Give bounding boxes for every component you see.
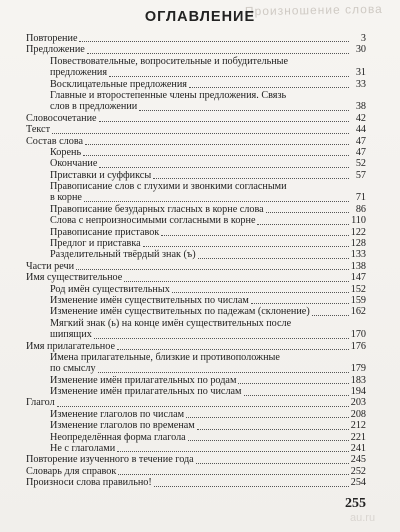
dot-leader [251, 302, 349, 304]
dot-leader [99, 166, 349, 168]
bleed-through-text: Произношение слова [244, 1, 383, 19]
toc-entry [26, 454, 366, 465]
toc-page-number: 221 [350, 431, 366, 443]
toc-entry-line: Имена прилагательные, близкие и противоположные [50, 351, 280, 363]
toc-entry-row [26, 420, 366, 431]
dot-leader [118, 473, 349, 475]
toc-entry [26, 238, 366, 249]
toc-entry [26, 375, 366, 386]
toc-entry-row [26, 33, 366, 44]
toc-entry-label: Правописание безударных гласных в корне слова [50, 203, 264, 215]
toc-entry-row [26, 238, 366, 249]
toc-entry-row [26, 386, 366, 397]
toc-entry-label: Части речи [26, 260, 75, 272]
dot-leader [85, 143, 349, 145]
toc-entry-label: слов в предложении [50, 101, 138, 113]
dot-leader [238, 382, 349, 384]
toc-page-number: 86 [355, 203, 366, 215]
toc-entry-row [26, 158, 366, 169]
toc-entry [26, 466, 366, 477]
toc-entry [26, 352, 366, 375]
toc-page-number: 30 [355, 44, 366, 56]
toc-entry-row [26, 261, 366, 272]
toc-page-number: 47 [355, 135, 366, 147]
dot-leader [189, 86, 349, 88]
dot-leader [154, 485, 349, 487]
toc-entry-line: Правописание слов с глухими и звонкими согласными [50, 181, 287, 193]
toc-page-number: 133 [350, 249, 366, 261]
toc-entry-row [26, 341, 366, 352]
toc-page-number: 176 [350, 340, 366, 352]
toc-entry [26, 158, 366, 169]
dot-leader [257, 223, 349, 225]
toc-entry [26, 306, 366, 317]
toc-entry-row [26, 409, 366, 420]
toc-page-number: 152 [350, 283, 366, 295]
dot-leader [117, 450, 349, 452]
toc-entry [26, 420, 366, 431]
toc-entry-label: Повторение [26, 32, 78, 44]
toc-page-number: 147 [350, 272, 366, 284]
toc-entry [26, 204, 366, 215]
dot-leader [172, 291, 349, 293]
toc-entry-label: Род имён существительных [50, 283, 170, 295]
dot-leader [139, 109, 349, 111]
toc-entry [26, 147, 366, 158]
toc-entry-row [26, 295, 366, 306]
dot-leader [83, 154, 349, 156]
toc-entry [26, 170, 366, 181]
toc-entry-label: Предлог и приставка [50, 238, 141, 250]
table-of-contents [26, 33, 366, 489]
toc-page-number: 31 [355, 67, 366, 79]
toc-entry-line: Повествовательные, вопросительные и побудительные [50, 55, 289, 67]
watermark: au.ru [350, 512, 376, 524]
toc-entry [26, 33, 366, 44]
toc-entry [26, 318, 366, 341]
toc-page-number: 252 [350, 465, 366, 477]
toc-entry [26, 409, 366, 420]
dot-leader [98, 371, 349, 373]
toc-entry-row [26, 147, 366, 158]
toc-entry-row [26, 79, 366, 90]
toc-entry [26, 124, 366, 135]
toc-entry [26, 44, 366, 55]
toc-entry-label: Имя существительное [26, 272, 123, 284]
dot-leader [188, 439, 349, 441]
toc-entry-label: шипящих [50, 329, 92, 341]
toc-entry-label: Изменение имён существительных по числам [50, 294, 249, 306]
toc-entry [26, 90, 366, 113]
dot-leader [143, 245, 349, 247]
toc-entry-label: Корень [50, 146, 82, 158]
dot-leader [117, 348, 349, 350]
dot-leader [197, 428, 349, 430]
toc-page-number: 71 [355, 192, 366, 204]
toc-entry-row [26, 101, 366, 112]
toc-entry-row [26, 215, 366, 226]
toc-entry-label: Изменение имён существительных по падежам (склонение) [50, 306, 310, 318]
toc-entry-label: в корне [50, 192, 82, 204]
toc-entry-row [26, 67, 366, 78]
toc-entry-label: Состав слова [26, 135, 84, 147]
toc-page-number: 42 [355, 112, 366, 124]
dot-leader [109, 75, 349, 77]
toc-page-number: 57 [355, 169, 366, 181]
dot-leader [186, 416, 349, 418]
toc-entry-label: Словарь для справок [26, 465, 117, 477]
dot-leader [198, 257, 349, 259]
toc-entry-line: Мягкий знак (ь) на конце имён существительных после [50, 317, 292, 329]
dot-leader [244, 394, 350, 396]
toc-entry-row [26, 170, 366, 181]
dot-leader [84, 200, 349, 202]
toc-entry-row [26, 272, 366, 283]
toc-entry [26, 272, 366, 283]
toc-page-number: 203 [350, 397, 366, 409]
dot-leader [312, 314, 349, 316]
toc-entry-label: Изменение глаголов по временам [50, 420, 195, 432]
toc-entry-label: Произноси слова правильно! [26, 477, 152, 489]
toc-entry [26, 261, 366, 272]
dot-leader [79, 40, 349, 42]
toc-page-number: 245 [350, 454, 366, 466]
toc-entry [26, 215, 366, 226]
toc-entry-row [26, 192, 366, 203]
toc-entry-label: Повторение изученного в течение года [26, 454, 194, 466]
toc-entry-row [26, 284, 366, 295]
toc-entry [26, 136, 366, 147]
toc-entry-row [26, 454, 366, 465]
toc-entry [26, 398, 366, 409]
toc-entry [26, 386, 366, 397]
dot-leader [99, 120, 349, 122]
toc-entry-row [26, 113, 366, 124]
toc-page-number: 241 [350, 443, 366, 455]
toc-entry [26, 113, 366, 124]
toc-entry-row [26, 466, 366, 477]
toc-page-number: 33 [355, 78, 366, 90]
toc-entry-label: Восклицательные предложения [50, 78, 187, 90]
toc-entry-label: по смыслу [50, 363, 96, 375]
toc-page-number: 208 [350, 408, 366, 420]
toc-page-number: 138 [350, 260, 366, 272]
toc-entry-label: Не с глаголами [50, 443, 116, 455]
toc-page-number: 122 [350, 226, 366, 238]
dot-leader [161, 234, 349, 236]
toc-entry-row [26, 124, 366, 135]
toc-entry-label: Изменение имён прилагательных по родам [50, 374, 237, 386]
dot-leader [153, 177, 349, 179]
toc-entry [26, 249, 366, 260]
toc-entry-row [26, 363, 366, 374]
toc-page-number: 254 [350, 477, 366, 489]
toc-page-number: 179 [350, 363, 366, 375]
toc-entry-label: Словосочетание [26, 112, 97, 124]
toc-page-number: 162 [350, 306, 366, 318]
toc-entry [26, 79, 366, 90]
toc-entry-row [26, 249, 366, 260]
toc-page-number: 183 [350, 374, 366, 386]
dot-leader [57, 405, 349, 407]
toc-page-number: 194 [350, 386, 366, 398]
toc-entry [26, 295, 366, 306]
toc-entry-row [26, 306, 366, 317]
dot-leader [266, 211, 349, 213]
toc-entry [26, 432, 366, 443]
toc-page-number: 44 [355, 124, 366, 136]
toc-entry-row [26, 398, 366, 409]
toc-entry [26, 341, 366, 352]
toc-entry-label: Приставки и суффиксы [50, 169, 152, 181]
toc-entry-row [26, 204, 366, 215]
toc-entry-row [26, 432, 366, 443]
page-title: ОГЛАВЛЕНИЕ [144, 9, 256, 25]
toc-entry-row [26, 477, 366, 488]
toc-entry-label: Имя прилагательное [26, 340, 115, 352]
dot-leader [196, 462, 349, 464]
toc-page-number: 110 [351, 215, 366, 227]
toc-entry-row [26, 375, 366, 386]
toc-page-number: 47 [355, 146, 366, 158]
toc-entry-row [26, 443, 366, 454]
toc-page-number: 212 [350, 420, 366, 432]
toc-entry-label: Слова с непроизносимыми согласными в корне [50, 215, 256, 227]
dot-leader [94, 337, 349, 339]
toc-entry-label: Окончание [50, 158, 98, 170]
toc-page-number: 128 [350, 238, 366, 250]
dot-leader [76, 268, 349, 270]
toc-page-number: 38 [355, 101, 366, 113]
toc-entry-row [26, 136, 366, 147]
toc-entry-row [26, 44, 366, 55]
toc-entry-label: Правописание приставок [50, 226, 160, 238]
toc-entry-label: Предложение [26, 44, 85, 56]
toc-entry-row [26, 329, 366, 340]
toc-entry [26, 56, 366, 79]
toc-entry-line: Главные и второстепенные члены предложения. Связь [50, 89, 287, 101]
toc-entry [26, 181, 366, 204]
toc-page-number: 3 [360, 32, 366, 44]
toc-entry [26, 284, 366, 295]
toc-entry-label: Глагол [26, 397, 55, 409]
toc-entry-label: Разделительный твёрдый знак (ъ) [50, 249, 196, 261]
toc-entry-label: Неопределённая форма глагола [50, 431, 186, 443]
toc-entry [26, 227, 366, 238]
dot-leader [52, 132, 349, 134]
toc-page-number: 159 [350, 294, 366, 306]
dot-leader [124, 280, 349, 282]
toc-entry-label: Текст [26, 124, 51, 136]
toc-entry [26, 443, 366, 454]
toc-entry-row [26, 227, 366, 238]
toc-entry-label: Изменение глаголов по числам [50, 408, 185, 420]
toc-entry-label: предложения [50, 67, 108, 79]
toc-entry [26, 477, 366, 488]
toc-page-number: 170 [350, 329, 366, 341]
toc-page-number: 52 [355, 158, 366, 170]
page-number: 255 [345, 496, 366, 511]
dot-leader [87, 52, 349, 54]
toc-entry-label: Изменение имён прилагательных по числам [50, 386, 242, 398]
